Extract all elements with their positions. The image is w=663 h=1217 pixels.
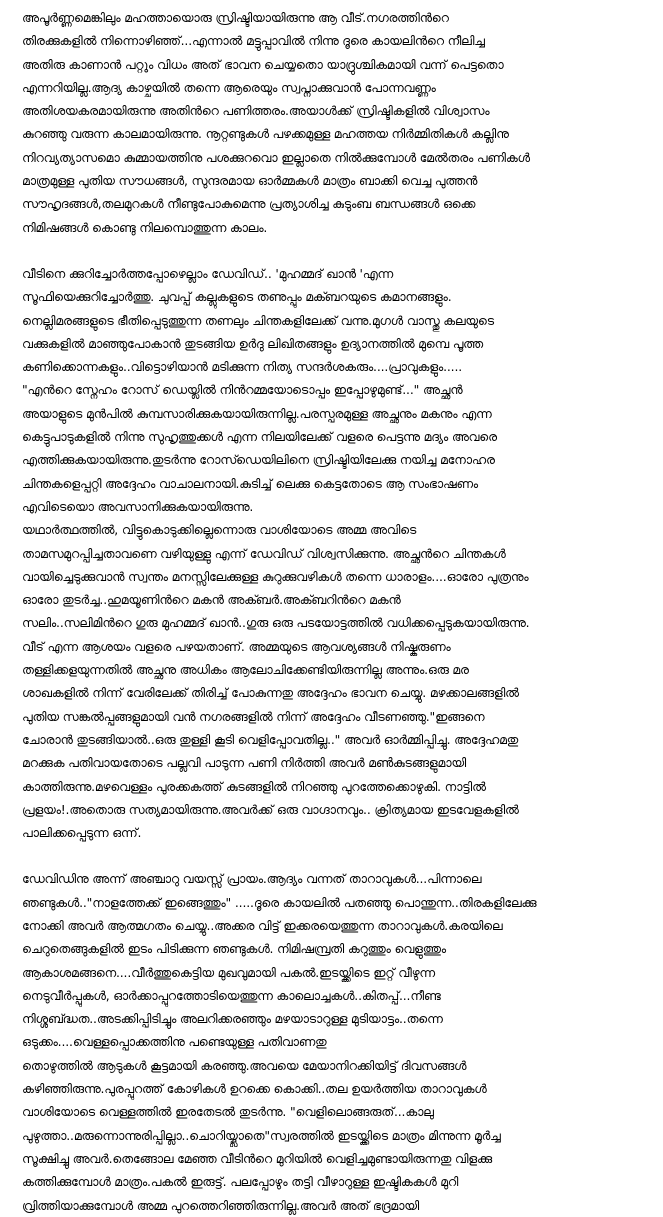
text-line: കത്തിക്കുമ്പോള്‍ മാത്രം.പകല്‍ ഇരുട്ട്. പലപ്പോഴും തട്ടി വീഴാറുള്ള ഇഷ്ടികകള്‍ മുറി xyxy=(22,1174,459,1190)
text-line: മാത്രമുള്ള പുതിയ സൗധങ്ങള്‍, സുന്ദരമായ ഓര്‍മ്മകള്‍ മാത്രം ബാക്കി വെച്ച പുത്തന്‍ xyxy=(22,173,478,189)
paragraph-2 xyxy=(22,262,647,844)
text-line: വീടിനെ ക്കുറിച്ചോര്‍ത്തപ്പോഴെല്ലാം ഡേവിഡ്.. 'മുഹമ്മദ് ഖാന്‍ 'എന്ന xyxy=(22,265,394,281)
text-line: മറക്കുക പതിവായതോടെ പല്ലവി പാടുന്ന പണി നിര്‍ത്തി അവര്‍ മണ്‍കുടങ്ങളുമായി xyxy=(22,755,467,771)
text-line: തള്ളിക്കളയുന്നതില്‍ അച്ഛനു അധികം ആലോചിക്കേണ്ടിയിരുന്നില്ല അന്നും.ഒരു മര xyxy=(22,662,469,678)
text-line: കണിക്കൊന്നകളും..വിട്ടൊഴിയാന്‍ മടിക്കുന്ന നിത്യ സന്ദര്‍ശകരും....പ്രാവുകളും..... xyxy=(22,359,463,375)
text-line: നിറവ്യത്യാസമൊ കുമ്മായത്തിനു പശക്കുറവൊ ഇല്ലാതെ നില്‍ക്കുമ്പോള്‍ മേല്‍തരം പണികള്‍ xyxy=(22,149,530,165)
text-line: എത്തിക്കുകയായിരുന്നു.തുടര്‍ന്നു റോസ്ഡെയിലിനെ സ്രിഷ്ടിയിലേക്കു നയിച്ച മനോഹര xyxy=(22,452,495,468)
text-line: ചിന്തകളെപ്പറ്റി അദ്ദേഹം വാചാലനായി.കുടിച്ച് ലെക്കു കെട്ടതോടെ ആ സംഭാഷണം xyxy=(22,475,478,491)
text-line: നോക്കി അവര്‍ ആത്മഗതം ചെയ്യു..അക്കര വിട്ട് ഇക്കരയെത്തുന്ന താറാവുകള്‍.കരയിലെ xyxy=(22,917,503,933)
text-line: അതിശയകരമായിരുന്നു അതിന്‍റെ പണിത്തരം.അയാള്‍ക്ക് സ്രിഷ്ടികളില്‍ വിശ്വാസം xyxy=(22,103,490,119)
text-line: നിശ്ശബ്ദ്ധത..അടക്കിപ്പിടിച്ചും അലറിക്കരഞ്ഞും മഴയാടാറുള്ള മുടിയാട്ടം..തന്നെ xyxy=(22,1011,443,1027)
text-line: ചെറുതെങ്ങുകളില്‍ ഇടം പിടിക്കുന്ന ഞണ്ടുകള്‍. നിമിഷമ്പ്രതി കറുത്തും വെളുത്തും xyxy=(22,941,446,957)
text-line: അതിരു കാണാന്‍ പറ്റും വിധം അത് ഭാവന ചെയ്യതൊ യാദ്രുശ്ചികമായി വന്ന് പെട്ടതൊ xyxy=(22,56,504,72)
text-line: പുതിയ സങ്കല്‍പ്പങ്ങളുമായി വന്‍ നഗരങ്ങളില്‍ നിന്ന് അദ്ദേഹം വീടണഞ്ഞു."ഇങ്ങനെ xyxy=(22,708,485,724)
text-line: നെല്ലിമരങ്ങളുടെ ഭീതിപ്പെടുത്തുന്ന തണലും ചിന്തകളിലേക്ക് വന്നു.മുഗള്‍ വാസ്തു കലയുടെ xyxy=(22,312,494,328)
paragraph-gap xyxy=(22,844,647,867)
text-line: നിമിഷങ്ങള്‍ കൊണ്ടു നിലമ്പൊത്തുന്ന കാലം. xyxy=(22,219,268,235)
text-line: തിരക്കുകളില്‍ നിന്നൊഴിഞ്ഞ്...എന്നാല്‍ മട്ടുപ്പാവില്‍ നിന്നു ദൂരെ കായലിന്‍റെ നീലിച്ച xyxy=(22,33,485,49)
text-line: ഒടുക്കം....വെള്ളപ്പൊക്കത്തിനു പണ്ടെയുള്ള പതിവാണതു xyxy=(22,1034,327,1050)
text-line: കുറഞ്ഞു വരുന്ന കാലമായിരുന്നു. നൂറ്റണ്ടുകള്‍ പഴക്കമുള്ള മഹത്തയ നിര്‍മ്മിതികള്‍ കല്ലിനു xyxy=(22,126,509,142)
text-line: സൂഫിയെക്കുറിച്ചോര്‍ത്തു. ചുവപ്പ് കല്ലുകളുടെ തണുപ്പും മക്ബറയുടെ കമാനങ്ങളും. xyxy=(22,289,452,305)
text-line: സലിം..സലിമിന്‍റെ ഗുരു മുഹമ്മദ് ഖാന്‍..ഗുരു ഒരു പടയോട്ടത്തില്‍ വധിക്കപ്പെടുകയായിരുന്നു. xyxy=(22,615,530,631)
text-line: കഴിഞ്ഞിരുന്നു.പുരപ്പുറത്ത് കോഴികള്‍ ഉറക്കെ കൊക്കി..തല ഉയര്‍ത്തിയ താറാവുകള്‍ xyxy=(22,1081,487,1097)
text-line: ഞണ്ടുകള്‍.."നാളത്തേക്ക് ഇങ്ങെത്തും" .....ദൂരെ കായലില്‍ പതഞ്ഞു പൊന്തുന്ന..തിരകളിലേക്കു xyxy=(22,894,537,910)
text-line: "എന്‍റെ സ്നേഹം റോസ് ഡെയ്ലില്‍ നിന്‍റമ്മയോടൊപ്പം ഇപ്പോഴുമുണ്ട്..." അച്ഛന്‍ xyxy=(22,382,463,398)
text-line: വായിച്ചെടുക്കുവാന്‍ സ്വന്തം മനസ്സിലേക്കുള്ള കുറുക്കുവഴികള്‍ തന്നെ ധാരാളം....ഓരോ പുത്രനും xyxy=(22,568,529,584)
text-line: കാത്തിരുന്നു.മഴവെള്ളം പുരക്കകത്ത് കുടങ്ങളില്‍ നിറഞ്ഞു പുറത്തേക്കൊഴുകി. നാട്ടില്‍ xyxy=(22,778,486,794)
text-line: വ്രിത്തിയാക്കുമ്പോള്‍ അമ്മ പുറത്തെറിഞ്ഞിരുന്നില്ല.അവര്‍ അത് ഭദ്രമായി xyxy=(22,1197,419,1213)
text-line: എന്നറിയില്ല.ആദ്യ കാഴ്ചയില്‍ തന്നെ ആരെയും സ്വപ്നാക്കുവാന്‍ പോന്നവണ്ണം xyxy=(22,79,436,95)
text-line: അപൂര്‍ണ്ണമെങ്കിലും മഹത്തായൊരു സ്രിഷ്ടിയായിരുന്നു ആ വീട്.നഗരത്തിന്‍റെ xyxy=(22,10,449,25)
text-line: വാശിയോടെ വെള്ളത്തില്‍ ഇരതേടല്‍ തുടര്‍ന്നു. "വെളിലൊങ്ങരുത്...കാലു xyxy=(22,1104,434,1120)
text-line: സൗഹൃദങ്ങള്‍,തലമുറകള്‍ നീണ്ടുപോകുമെന്നു പ്രത്യാശിച്ച കുടുംബ ബന്ധങ്ങള്‍ ഒക്കെ xyxy=(22,196,476,212)
text-line: യഥാര്‍ത്ഥത്തില്‍, വിട്ടുകൊടുക്കില്ലെന്നൊരു വാശിയോടെ അമ്മ അവിടെ xyxy=(22,522,417,538)
text-line: വക്കുകളില്‍ മാഞ്ഞുപോകാന്‍ തുടങ്ങിയ ഉര്‍ദു ലിഖിതങ്ങളും ഉദ്യാനത്തില്‍ മുമ്പെ പൂത്ത xyxy=(22,335,483,351)
paragraph-3 xyxy=(22,867,647,1216)
text-line: താമസമുറപ്പിച്ചതാവണെ വഴിയുള്ളു എന്ന് ഡേവിഡ് വിശ്വസിക്കുന്നു. അച്ഛന്‍റെ ചിന്തകള്‍ xyxy=(22,545,506,561)
text-line: ഓരോ തുടര്‍ച്ച..ഹുമയൂണിന്‍റെ മകന്‍ അക്ബര്‍.അക്ബറിന്‍റെ മകന്‍ xyxy=(22,592,401,608)
text-line: നെടുവീര്‍പ്പുകള്‍, ഓര്‍ക്കാപ്പുറത്തോടിയെത്തുന്ന കാലൊച്ചകള്‍..കിതപ്പ്...നീണ്ട xyxy=(22,987,441,1003)
text-line: പുഴുത്താ..മരുന്നൊന്നുരിപ്പില്ലാ..ചൊറിയ്യ്ലാതെ"സ്വരത്തില്‍ ഇടയ്ക്കിടെ മാത്രം മിന്നുന്ന മൂര്‍ച്ച xyxy=(22,1127,501,1143)
text-line: സൂക്ഷിച്ചു അവര്‍.തെങ്ങോല മേഞ്ഞ വീടിന്‍റെ മുറിയില്‍ വെളിച്ചമുണ്ടായിരുന്നതു വിളക്കു xyxy=(22,1150,492,1166)
text-line: ശാഖകളില്‍ നിന്ന് വേരിലേക്ക് തിരിച്ച് പോകുന്നതു അദ്ദേഹം ഭാവന ചെയ്യു. മഴക്കാലങ്ങളില്‍ xyxy=(22,685,519,701)
paragraph-1 xyxy=(22,6,647,239)
text-line: എവിടെയൊ അവസാനിക്കുകയായിരുന്നു. xyxy=(22,498,254,514)
text-line: കെട്ടുപാടുകളില്‍ നിന്നു സുഹൃത്തുക്കള്‍ എന്ന നിലയിലേക്ക് വളരെ പെട്ടന്നു മദ്യം അവരെ xyxy=(22,429,497,445)
text-line: തൊഴുത്തില്‍ ആടുകള്‍ കൂട്ടമായി കരഞ്ഞു.അവയെ മേയാനിറക്കിയിട്ട് ദിവസങ്ങള്‍ xyxy=(22,1057,467,1073)
text-line: അയാളുടെ മുന്‍പില്‍ കുമ്പസാരിക്കുകയായിരുന്നില്ല.പരസ്പരമുള്ള അച്ഛനും മകനും എന്ന xyxy=(22,405,492,421)
text-line: വീട് എന്ന ആശയം വളരെ പഴയതാണ്. അമ്മയുടെ ആവശ്യങ്ങള്‍ നിഷ്കരുണം xyxy=(22,638,451,654)
text-line: ചോരാന്‍ തുടങ്ങിയാല്‍..ഒരു തുള്ളി കൂടി വെളിപ്പോവതില്ല.." അവര്‍ ഓര്‍മ്മിപ്പിച്ചു. അദ്ദേഹമതു xyxy=(22,731,518,747)
text-line: ഡേവിഡിനു അന്ന് അഞ്ചാറു വയസ്സ് പ്രായം.ആദ്യം വന്നത് താറാവുകള്‍...പിന്നാലെ xyxy=(22,871,482,887)
text-line: പാലിക്കപ്പെടുന്ന ഒന്ന്. xyxy=(22,825,142,841)
text-line: പ്രളയം!.അതൊരു സത്യമായിരുന്നു.അവര്‍ക്ക് ഒരു വാഗ്ദാനവും.. ക്രിത്യമായ ഇടവേളകളില്‍ xyxy=(22,801,519,817)
text-line: ആകാശമങ്ങനെ....വീര്‍ത്തുകെട്ടിയ മുഖവുമായി പകല്‍.ഇടയ്ക്കിടെ ഇറ്റ് വീഴുന്ന xyxy=(22,964,435,980)
paragraph-gap xyxy=(22,239,647,262)
